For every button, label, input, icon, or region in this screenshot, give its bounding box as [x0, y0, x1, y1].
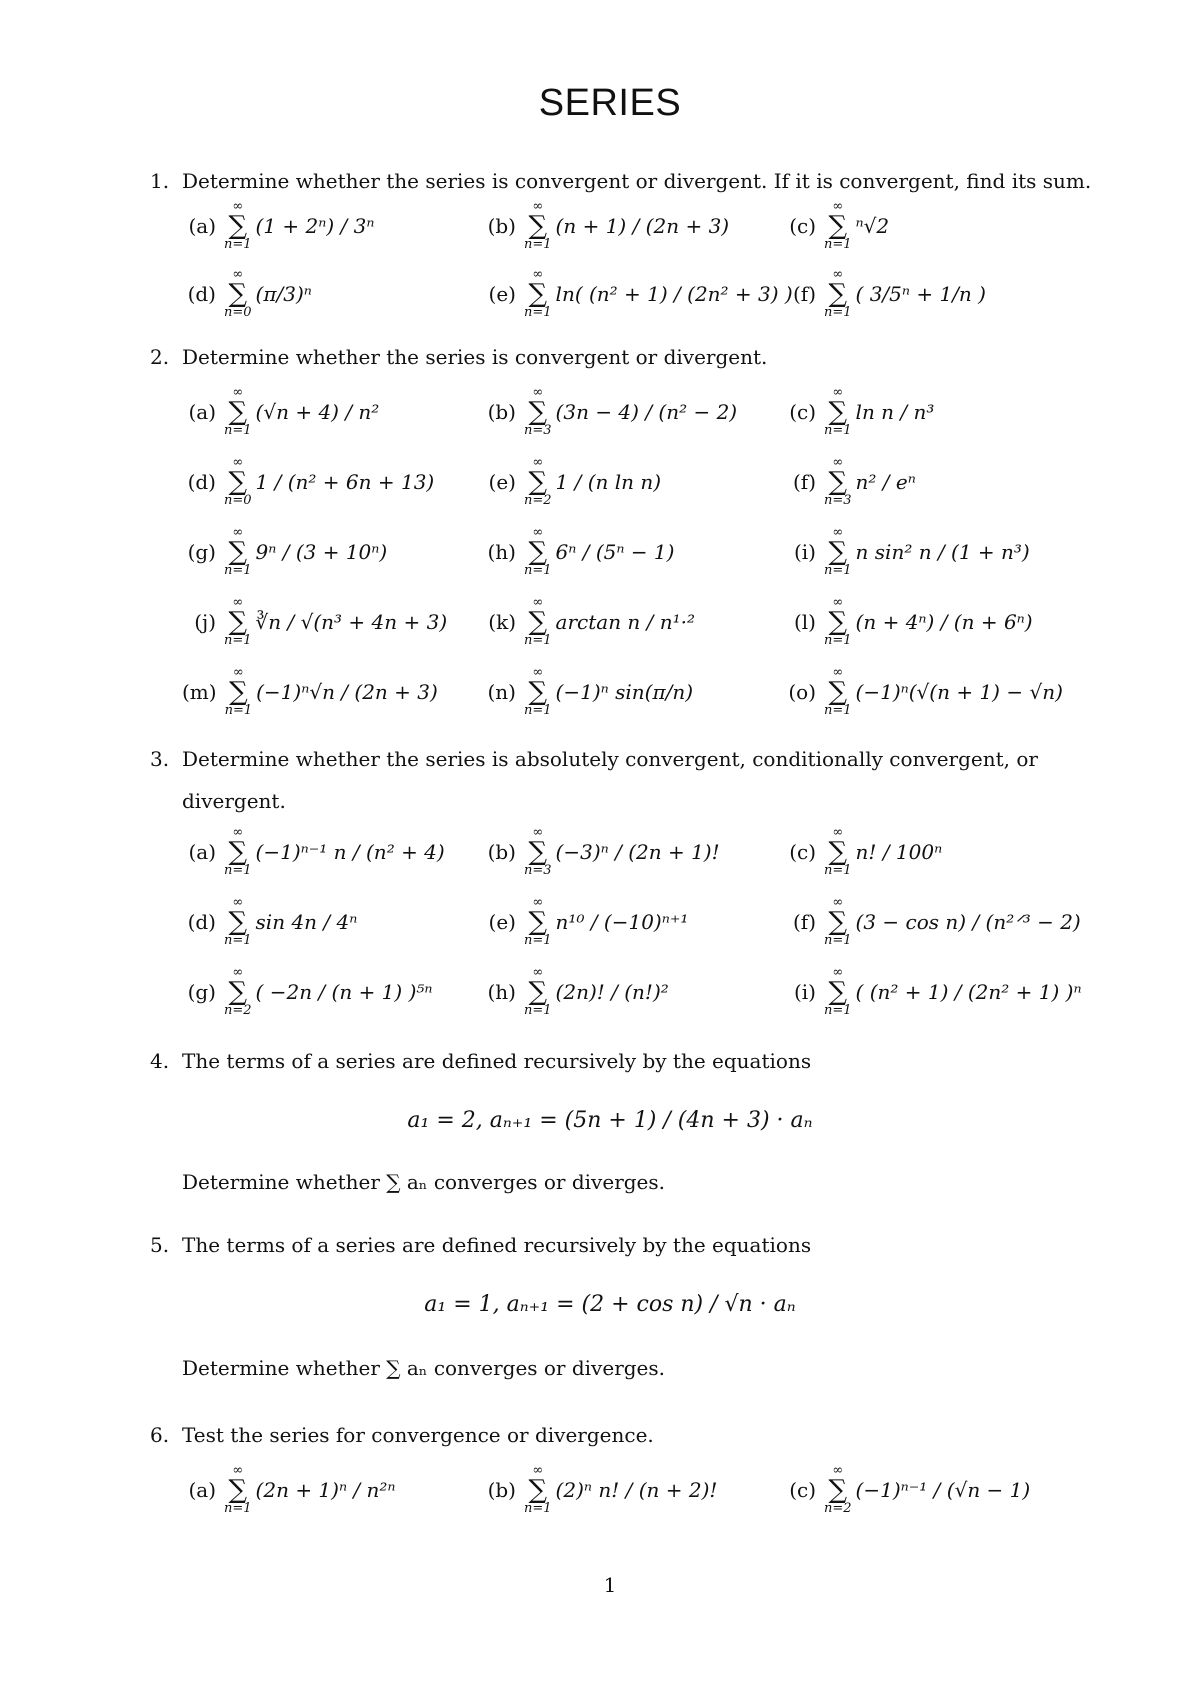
problem-text: Test the series for convergence or divergence.: [182, 1423, 654, 1447]
series-item: (o) ∞ ∑ n=1 (−1)ⁿ(√(n + 1) − √n): [788, 665, 1063, 718]
series-item: (c) ∞ ∑ n=1 n! / 100ⁿ: [789, 825, 943, 878]
problem-followup: Determine whether ∑ aₙ converges or diverges.: [182, 1170, 666, 1194]
problem-text: Determine whether the series is convergent or divergent. If it is convergent, find its sum.: [182, 169, 1092, 193]
problem-number: 1.: [150, 169, 170, 193]
series-item: (h) ∞ ∑ n=1 (2n)! / (n!)²: [487, 965, 669, 1018]
problem-3: [150, 738, 1110, 822]
series-item: (d) ∞ ∑ n=0 1 / (n² + 6n + 13): [187, 455, 435, 508]
recursive-equation: a₁ = 2, aₙ₊₁ = (5n + 1) / (4n + 3) · aₙ: [407, 1108, 813, 1133]
series-item: (b) ∞ ∑ n=3 (−3)ⁿ / (2n + 1)!: [487, 825, 720, 878]
series-item: (k) ∞ ∑ n=1 arctan n / n¹·²: [488, 595, 696, 648]
problem-number: 5.: [150, 1233, 170, 1257]
series-item: (d) ∞ ∑ n=1 sin 4n / 4ⁿ: [187, 895, 358, 948]
series-item: (f) ∞ ∑ n=1 (3 − cos n) / (n²ᐟ³ − 2): [792, 895, 1081, 948]
series-item: (b) ∞ ∑ n=1 (2)ⁿ n! / (n + 2)!: [487, 1463, 718, 1516]
series-item: (g) ∞ ∑ n=1 9ⁿ / (3 + 10ⁿ): [187, 525, 388, 578]
problem-number: 3.: [150, 747, 170, 771]
problem-text: The terms of a series are defined recursively by the equations: [182, 1233, 812, 1257]
problem-number: 4.: [150, 1049, 170, 1073]
problem-text: The terms of a series are defined recursively by the equations: [182, 1049, 812, 1073]
series-item: (e) ∞ ∑ n=2 1 / (n ln n): [488, 455, 662, 508]
series-item: (i) ∞ ∑ n=1 ( (n² + 1) / (2n² + 1) )ⁿ: [793, 965, 1082, 1018]
series-item: (d) ∞ ∑ n=0 (π/3)ⁿ: [187, 267, 312, 320]
series-item: (h) ∞ ∑ n=1 6ⁿ / (5ⁿ − 1): [487, 525, 675, 578]
series-item: (f) ∞ ∑ n=1 ( 3/5ⁿ + 1/n ): [792, 267, 986, 320]
problem-followup: Determine whether ∑ aₙ converges or diverges.: [182, 1356, 666, 1380]
series-item: (g) ∞ ∑ n=2 ( −2n / (n + 1) )⁵ⁿ: [187, 965, 433, 1018]
problem-text: Determine whether the series is absolutely convergent, conditionally convergent, or divergent.: [182, 747, 1038, 813]
problem-4: [150, 1040, 1110, 1082]
problem-2: [150, 336, 1110, 378]
series-item: (l) ∞ ∑ n=1 (n + 4ⁿ) / (n + 6ⁿ): [793, 595, 1033, 648]
series-item: (i) ∞ ∑ n=1 n sin² n / (1 + n³): [793, 525, 1030, 578]
series-item: (n) ∞ ∑ n=1 (−1)ⁿ sin(π/n): [487, 665, 694, 718]
series-item: (b) ∞ ∑ n=3 (3n − 4) / (n² − 2): [487, 385, 738, 438]
series-item: (a) ∞ ∑ n=1 (√n + 4) / n²: [188, 385, 380, 438]
problem-number: 2.: [150, 345, 170, 369]
series-item: (e) ∞ ∑ n=1 n¹⁰ / (−10)ⁿ⁺¹: [488, 895, 689, 948]
series-item: (b) ∞ ∑ n=1 (n + 1) / (2n + 3): [487, 199, 730, 252]
problem-5: [150, 1224, 1110, 1266]
series-item: (c) ∞ ∑ n=1 ln n / n³: [789, 385, 935, 438]
series-item: (e) ∞ ∑ n=1 ln( (n² + 1) / (2n² + 3) ): [488, 267, 793, 320]
recursive-equation: a₁ = 1, aₙ₊₁ = (2 + cos n) / √n · aₙ: [424, 1292, 796, 1317]
series-item: (m) ∞ ∑ n=1 (−1)ⁿ√n / (2n + 3): [182, 665, 438, 718]
series-item: (a) ∞ ∑ n=1 (2n + 1)ⁿ / n²ⁿ: [188, 1463, 396, 1516]
series-item: (f) ∞ ∑ n=3 n² / eⁿ: [792, 455, 916, 508]
problem-number: 6.: [150, 1423, 170, 1447]
problem-text: Determine whether the series is convergent or divergent.: [182, 345, 768, 369]
page-title: SERIES: [538, 82, 682, 124]
series-item: (a) ∞ ∑ n=1 (1 + 2ⁿ) / 3ⁿ: [188, 199, 375, 252]
series-item: (c) ∞ ∑ n=2 (−1)ⁿ⁻¹ / (√n − 1): [789, 1463, 1031, 1516]
problem-6: [150, 1414, 1110, 1456]
series-item: (j) ∞ ∑ n=1 ∛n / √(n³ + 4n + 3): [194, 595, 448, 648]
series-item: (c) ∞ ∑ n=1 ⁿ√2: [789, 199, 890, 252]
series-item: (a) ∞ ∑ n=1 (−1)ⁿ⁻¹ n / (n² + 4): [188, 825, 445, 878]
page-number: 1: [603, 1573, 617, 1597]
